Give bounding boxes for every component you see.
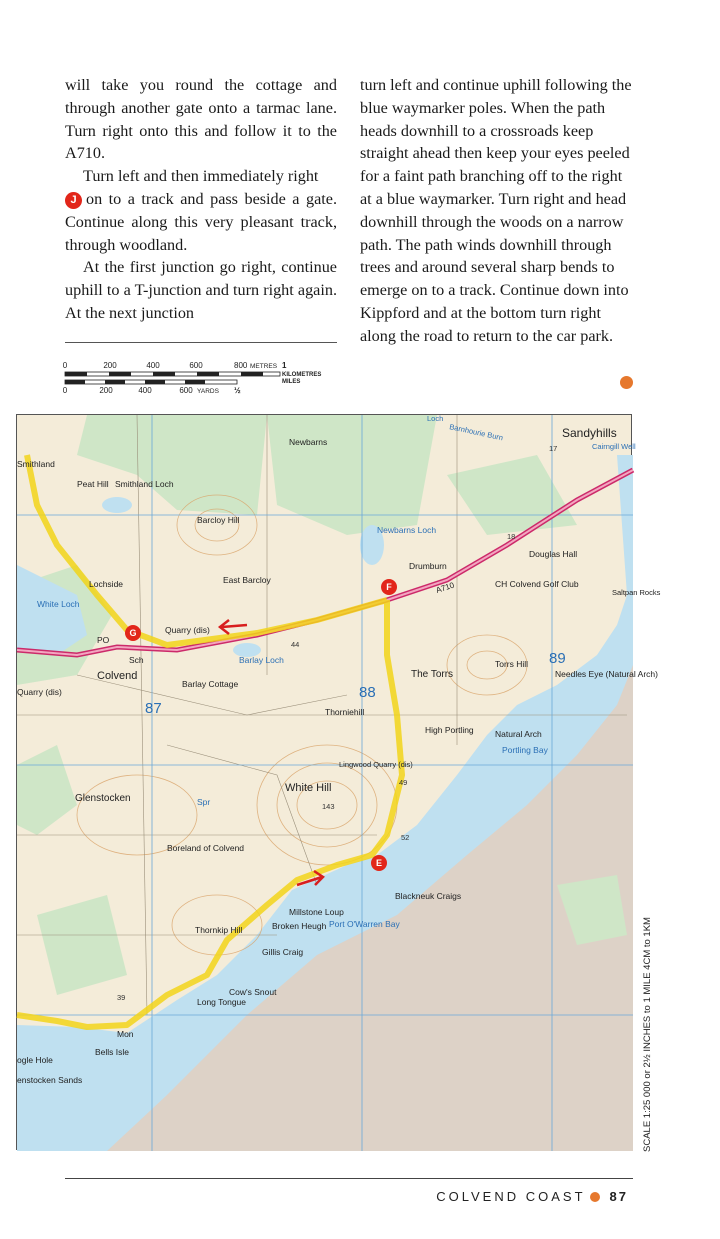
- place-mon: Mon: [117, 1029, 134, 1039]
- scale-km-unit: KILOMETRES: [282, 372, 322, 378]
- end-of-walk-dot: [620, 376, 633, 389]
- waypoint-f-label: F: [386, 582, 392, 592]
- text-column-right: [360, 74, 636, 348]
- place-barlay-loch: Barlay Loch: [239, 655, 284, 665]
- scale-yards-400: 400: [138, 386, 152, 395]
- scale-yards-unit: YARDS: [197, 388, 219, 395]
- spot-49: 49: [399, 778, 408, 787]
- place-douglas-hall: Douglas Hall: [529, 549, 578, 559]
- paragraph-3: At the first junction go right, continue uphill to a T-junction and turn right again. At the next junction: [65, 258, 337, 322]
- scale-metres-1: 1: [282, 361, 287, 370]
- place-peat-hill: Peat Hill: [77, 479, 109, 489]
- place-millstone-loup: Millstone Loup: [289, 907, 344, 917]
- smithland-loch: [102, 497, 132, 513]
- scale-half-mile: ½: [234, 386, 241, 395]
- spot-39: 39: [117, 993, 126, 1002]
- place-white-loch: White Loch: [37, 599, 80, 609]
- place-barcloy-hill: Barcloy Hill: [197, 515, 240, 525]
- scale-bar: [60, 360, 350, 400]
- place-high-portling: High Portling: [425, 725, 474, 735]
- place-drumburn: Drumburn: [409, 561, 447, 571]
- place-enstocken-sands: enstocken Sands: [17, 1075, 83, 1085]
- place-smithland: Smithland: [17, 459, 55, 469]
- scale-yards-0: 0: [62, 386, 68, 395]
- place-ogle-hole: ogle Hole: [17, 1055, 53, 1065]
- waypoint-j-marker: J: [65, 192, 82, 209]
- spot-17: 17: [549, 444, 558, 453]
- place-barnhourie-burn: Barnhourie Burn: [448, 422, 504, 443]
- scale-yards-200: 200: [99, 386, 113, 395]
- waypoint-e-label: E: [375, 858, 383, 868]
- scale-metres-200: 200: [103, 361, 117, 370]
- place-torrs-hill: Torrs Hill: [495, 659, 529, 669]
- place-broken-heugh: Broken Heugh: [272, 921, 327, 931]
- road-label-a710: A710: [434, 580, 456, 595]
- scale-yards-600: 600: [179, 386, 193, 395]
- place-natural-arch: Natural Arch: [495, 729, 542, 739]
- place-portling-bay: Portling Bay: [502, 745, 548, 755]
- place-long-tongue: Long Tongue: [197, 997, 247, 1007]
- spot-143: 143: [322, 802, 335, 811]
- scale-metres-400: 400: [146, 361, 160, 370]
- place-bells-isle: Bells Isle: [95, 1047, 130, 1057]
- grid-88: 88: [359, 684, 376, 701]
- page-number: 87: [609, 1189, 628, 1204]
- place-quarry-dis: Quarry (dis): [165, 625, 210, 635]
- scale-metres-800: 800: [234, 361, 248, 370]
- place-loch: Loch: [427, 414, 444, 423]
- place-lingwood-quarry: Lingwood Quarry (dis): [339, 760, 413, 769]
- grid-87: 87: [145, 700, 162, 717]
- place-cows-snout: Cow's Snout: [229, 987, 277, 997]
- spot-44: 44: [291, 640, 300, 649]
- paragraph-1: will take you round the cottage and through another gate onto a tarmac lane. Turn right onto this and follow it to the A710.: [65, 76, 337, 163]
- scale-miles-unit: MILES: [282, 379, 301, 385]
- paragraph-2-cont: [65, 188, 337, 256]
- scale-divider: [65, 342, 337, 343]
- place-blackneuk-craigs: Blackneuk Craigs: [395, 891, 462, 901]
- spot-18: 18: [507, 532, 516, 541]
- scale-metres-0: 0: [62, 361, 68, 370]
- scale-metres-600: 600: [189, 361, 203, 370]
- place-spr: Spr: [197, 797, 211, 807]
- page-footer: [436, 1189, 628, 1204]
- spot-52: 52: [401, 833, 410, 842]
- place-colvend-golf-club: CH Colvend Golf Club: [495, 579, 579, 589]
- place-quarry-dis-west: Quarry (dis): [17, 687, 62, 697]
- place-smithland-loch: Smithland Loch: [115, 479, 174, 489]
- place-needles-eye: Needles Eye (Natural Arch): [555, 669, 658, 679]
- place-po: PO: [97, 635, 110, 645]
- place-the-torrs: The Torrs: [411, 669, 454, 680]
- footer-dot: [590, 1192, 600, 1202]
- scale-metres-unit: METRES: [250, 363, 278, 370]
- paragraph-4: turn left and continue uphill following the blue waymarker poles. When the path heads downhill to a crossroads keep straight ahead then keep your eyes peeled for a faint path branching off to the right at a blue waymarker. Turn right and head downhill through the woods on a narrow path. The path winds downhill through trees and around several sharp bends to emerge on to a track. Continue down into Kippford and at the bottom turn right along the road to return to the car park.: [360, 76, 632, 345]
- paragraph-2-text: on to a track and pass beside a gate. Continue along this very pleasant track, through woodland.: [65, 189, 337, 254]
- map-scale-text: SCALE 1:25 000 or 2½ INCHES to 1 MILE 4CM to 1KM: [642, 917, 653, 1152]
- place-gillis-craig: Gillis Craig: [262, 947, 304, 957]
- place-glenstocken: Glenstocken: [75, 793, 131, 804]
- place-sandyhills: Sandyhills: [562, 426, 617, 440]
- place-thornkip-hill: Thornkip Hill: [195, 925, 243, 935]
- place-cairngill-well: Cairngill Well: [592, 442, 636, 451]
- waypoint-g-label: G: [129, 628, 137, 638]
- place-east-barcloy: East Barcloy: [223, 575, 271, 585]
- place-port-owarren-bay: Port O'Warren Bay: [329, 919, 400, 929]
- paragraph-2-start: Turn left and then immediately right: [83, 167, 319, 186]
- place-barlay-cottage: Barlay Cottage: [182, 679, 239, 689]
- text-column-left: [65, 74, 337, 325]
- place-newbarns: Newbarns: [289, 437, 328, 447]
- place-newbarns-loch: Newbarns Loch: [377, 525, 437, 535]
- place-boreland-of-colvend: Boreland of Colvend: [167, 843, 245, 853]
- footer-rule: [65, 1178, 633, 1179]
- place-white-hill: White Hill: [285, 782, 332, 794]
- place-saltpan-rocks: Saltpan Rocks: [612, 588, 661, 597]
- place-lochside: Lochside: [89, 579, 124, 589]
- place-sch: Sch: [129, 655, 144, 665]
- map-scale-note: [642, 917, 658, 1152]
- place-colvend: Colvend: [97, 670, 138, 682]
- place-thorniehill: Thorniehill: [325, 707, 365, 717]
- grid-89: 89: [549, 650, 566, 667]
- footer-title: COLVEND COAST: [436, 1189, 586, 1204]
